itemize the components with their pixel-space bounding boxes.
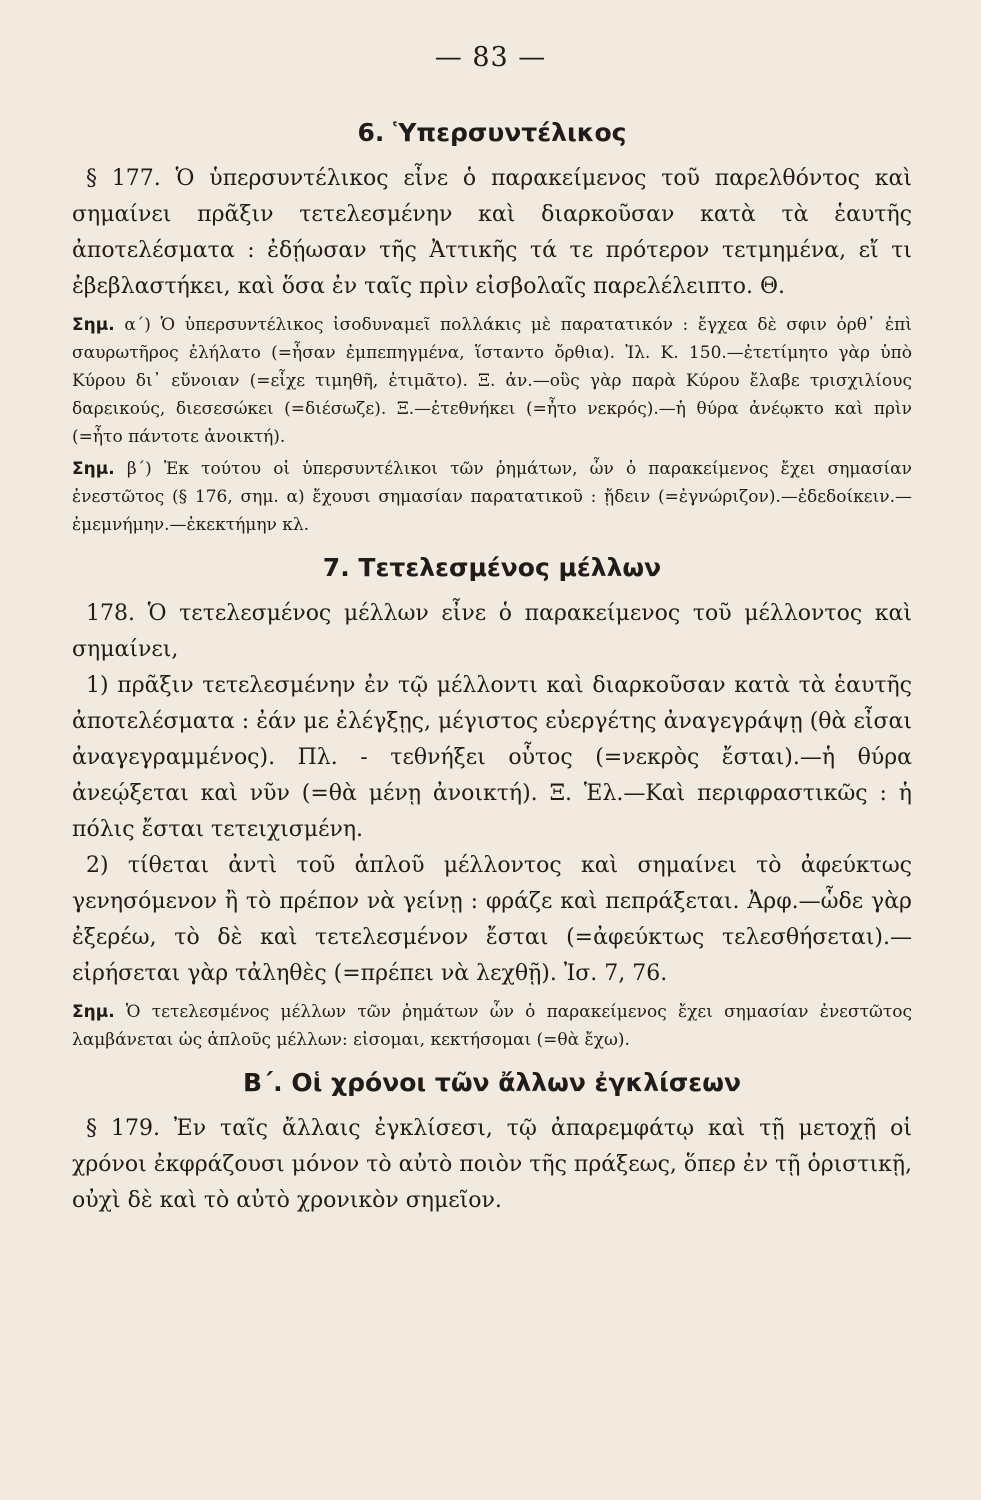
note-178-label: Σημ. bbox=[72, 1002, 115, 1022]
note-178 bbox=[72, 998, 912, 1054]
note-b-text: β΄) Ἐκ τούτου οἱ ὑπερσυντέλικοι τῶν ῥημάτων, ὧν ὁ παρακείμενος ἔχει σημασίαν ἐνεστῶτος (§ 176, σημ. α) ἔχουσι σημασίαν παρατατικοῦ : ᾔδειν (=ἐγνώριζον).—ἐδεδοίκειν.—ἐμεμνήμην.—ἐκεκτήμην κλ. bbox=[72, 459, 912, 535]
section-b bbox=[72, 1068, 912, 1219]
item-1: 1) πρᾶξιν τετελεσμένην ἐν τῷ μέλλοντι καὶ διαρκοῦσαν κατὰ τὰ ἑαυτῆς ἀποτελέσματα : ἐάν με ἐλέγξῃς, μέγιστος εὐεργέτης ἀναγεγράψῃ (θὰ εἶσαι ἀναγεγραμμένος). Πλ. - τεθνήξει οὗτος (=νεκρὸς ἔσται).—ἡ θύρα ἀνεῴξεται καὶ νῦν (=θὰ μένῃ ἀνοικτή). Ξ. Ἑλ.—Καὶ περιφραστικῶς : ἡ πόλις ἔσται τετειχισμένη. bbox=[72, 673, 912, 842]
section-6 bbox=[72, 118, 912, 539]
section-7 bbox=[72, 553, 912, 1054]
section-b-title: Β΄. Οἱ χρόνοι τῶν ἄλλων ἐγκλίσεων bbox=[243, 1068, 741, 1097]
item-2: 2) τίθεται ἀντὶ τοῦ ἁπλοῦ μέλλοντος καὶ σημαίνει τὸ ἀφεύκτως γενησόμενον ἢ τὸ πρέπον νὰ γείνῃ : φράζε καὶ πεπράξεται. Ἀρφ.—ὧδε γὰρ ἐξερέω, τὸ δὲ καὶ τετελεσμένον ἔσται (=ἀφεύκτως τελεσθήσεται).—εἰρήσεται γὰρ τἀληθὲς (=πρέπει νὰ λεχθῇ). Ἰσ. 7, 76. bbox=[72, 853, 912, 986]
paragraph-178: 178. Ὁ τετελεσμένος μέλλων εἶνε ὁ παρακείμενος τοῦ μέλλοντος καὶ σημαίνει, bbox=[72, 601, 912, 662]
page-number: — 83 — bbox=[434, 42, 547, 73]
text-column bbox=[72, 110, 912, 1219]
note-a-text: α΄) Ὁ ὑπερσυντέλικος ἰσοδυναμεῖ πολλάκις μὲ παρατατικόν : ἔγχεα δὲ σφιν ὀρθ᾽ ἐπὶ σαυρωτῆρος ἐλήλατο (=ἦσαν ἐμπεπηγμένα, ἵσταντο ὄρθια). Ἰλ. Κ. 150.—ἐτετίμητο γὰρ ὑπὸ Κύρου δι᾽ εὔνοιαν (=εἶχε τιμηθῆ, ἐτιμᾶτο). Ξ. ἀν.—οὓς γὰρ παρὰ Κύρου ἔλαβε τρισχιλίους δαρεικούς, διεσεσώκει (=διέσωζε). Ξ.—ἐτεθνήκει (=ἦτο νεκρός).—ἡ θύρα ἀνέῳκτο καὶ πρὶν (=ἦτο πάντοτε ἀνοικτή). bbox=[72, 315, 912, 447]
note-178-text: Ὁ τετελεσμένος μέλλων τῶν ῥημάτων ὧν ὁ παρακείμενος ἔχει σημασίαν ἐνεστῶτος λαμβάνεται ὡς ἁπλοῦς μέλλων: εἰσομαι, κεκτήσομαι (=θὰ ἔχω). bbox=[72, 1002, 913, 1050]
note-a bbox=[72, 311, 912, 451]
section-7-title: 7. Τετελεσμένος μέλλων bbox=[322, 553, 662, 582]
note-a-label: Σημ. bbox=[72, 315, 115, 335]
note-b-label: Σημ. bbox=[72, 459, 115, 479]
paragraph-179: § 179. Ἐν ταῖς ἄλλαις ἐγκλίσεσι, τῷ ἀπαρεμφάτῳ καὶ τῇ μετοχῇ οἱ χρόνοι ἐκφράζουσι μόνον τὸ αὐτὸ ποιὸν τῆς πράξεως, ὅπερ ἐν τῇ ὁριστικῇ, οὐχὶ δὲ καὶ τὸ αὐτὸ χρονικὸν σημεῖον. bbox=[72, 1116, 912, 1213]
section-6-title: 6. Ὑπερσυντέλικος bbox=[357, 118, 627, 147]
note-b bbox=[72, 455, 912, 539]
paragraph-177: § 177. Ὁ ὑπερσυντέλικος εἶνε ὁ παρακείμενος τοῦ παρελθόντος καὶ σημαίνει πρᾶξιν τετελεσμένην καὶ διαρκοῦσαν κατὰ τὰ ἑαυτῆς ἀποτελέσματα : ἐδῄωσαν τῆς Ἀττικῆς τά τε πρότερον τετμημένα, εἴ τι ἐβεβλαστήκει, καὶ ὅσα ἐν ταῖς πρὶν εἰσβολαῖς παρελέλειπτο. Θ. bbox=[72, 166, 912, 299]
